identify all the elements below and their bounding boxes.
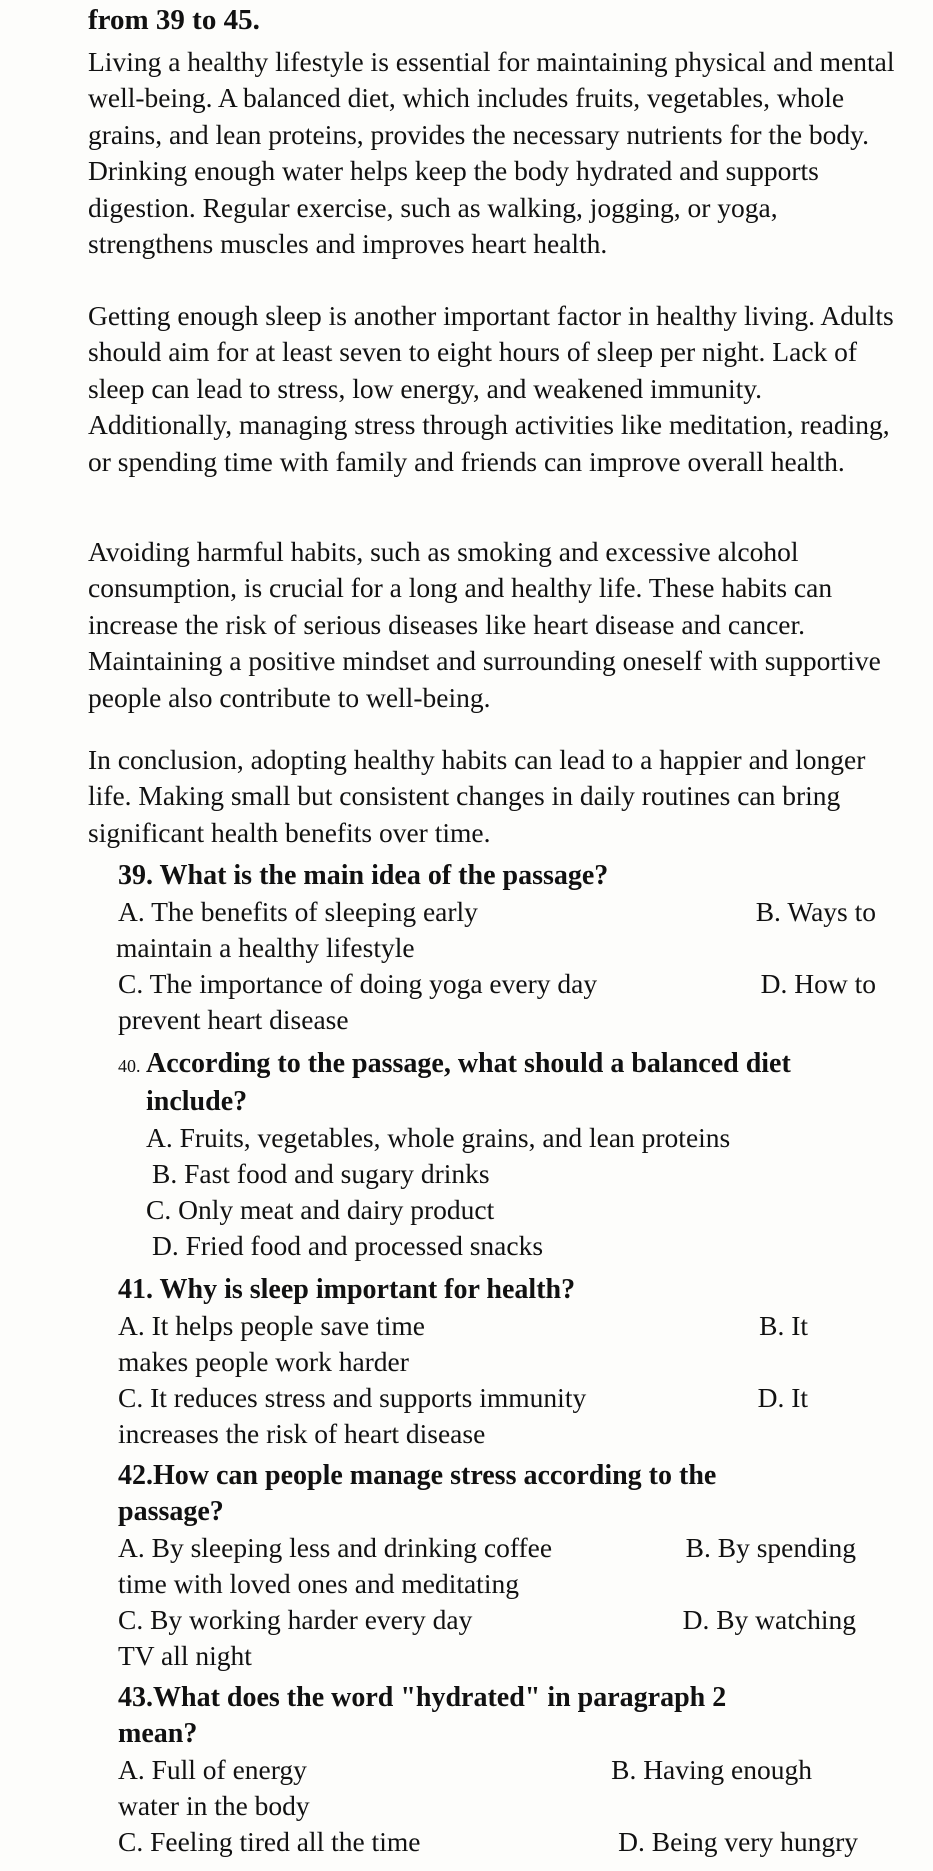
question-40-option-d[interactable]: D. Fried food and processed snacks xyxy=(152,1230,544,1261)
question-43-row-2 xyxy=(118,1824,858,1860)
question-42-row-2 xyxy=(118,1602,856,1638)
question-39-option-a[interactable]: A. The benefits of sleeping early xyxy=(118,896,478,927)
question-42-option-b-cont[interactable]: time with loved ones and meditating xyxy=(118,1568,519,1599)
section-intro: from 39 to 45. xyxy=(88,4,260,36)
question-42-option-a[interactable]: A. By sleeping less and drinking coffee xyxy=(118,1532,553,1563)
paragraph-1: Living a healthy lifestyle is essential for maintaining physical and mental well-being. A balanced diet, which includes fruits, vegetables, whole grains, and lean proteins, provides the necessary nutrients for the body. Drinking enough water helps keep the body hydrated and supports digestion. Regular exercise, such as walking, jogging, or yoga, strengthens muscles and improves heart health. xyxy=(88,46,895,260)
question-41-option-d-cont[interactable]: increases the risk of heart disease xyxy=(118,1418,486,1449)
question-43-stem-cont: mean? xyxy=(118,1718,198,1749)
question-42-stem-cont: passage? xyxy=(118,1496,224,1527)
question-43-option-c[interactable]: C. Feeling tired all the time xyxy=(118,1826,421,1857)
question-41-option-d-start[interactable]: D. It xyxy=(757,1382,808,1413)
question-43-row-1 xyxy=(118,1752,858,1788)
question-40-stem-cont: include? xyxy=(146,1086,248,1117)
question-40-option-c[interactable]: C. Only meat and dairy product xyxy=(146,1194,495,1225)
question-41-row-1 xyxy=(118,1308,808,1344)
question-41-option-a[interactable]: A. It helps people save time xyxy=(118,1310,425,1341)
question-43 xyxy=(118,1680,858,1860)
question-39-stem: 39. What is the main idea of the passage? xyxy=(118,860,609,891)
question-41-option-b-cont[interactable]: makes people work harder xyxy=(118,1346,409,1377)
question-40 xyxy=(118,1046,878,1264)
question-39-option-b-cont[interactable]: maintain a healthy lifestyle xyxy=(116,932,415,963)
question-39-row-2 xyxy=(118,966,876,1002)
question-39 xyxy=(118,858,876,1038)
question-42-row-1 xyxy=(118,1530,856,1566)
question-41-option-b-start[interactable]: B. It xyxy=(759,1310,808,1341)
question-41-stem: 41. Why is sleep important for health? xyxy=(118,1274,576,1305)
question-43-option-d[interactable]: D. Being very hungry xyxy=(618,1826,858,1857)
question-39-option-d-start[interactable]: D. How to xyxy=(760,968,876,999)
question-40-option-a[interactable]: A. Fruits, vegetables, whole grains, and lean proteins xyxy=(146,1122,731,1153)
paragraph-2: Getting enough sleep is another important factor in healthy living. Adults should aim for at least seven to eight hours of sleep per night. Lack of sleep can lead to stress, low energy, and weakened immunity. Additionally, managing stress through activities like meditation, reading, or spending time with family and friends can improve overall health. xyxy=(88,300,894,477)
question-40-option-b[interactable]: B. Fast food and sugary drinks xyxy=(152,1158,490,1189)
question-42-option-c[interactable]: C. By working harder every day xyxy=(118,1604,473,1635)
question-42-option-d-start[interactable]: D. By watching xyxy=(682,1604,856,1635)
question-43-option-b-start[interactable]: B. Having enough xyxy=(611,1754,812,1785)
question-39-option-c[interactable]: C. The importance of doing yoga every day xyxy=(118,968,598,999)
question-40-stem: 40. According to the passage, what should a balanced diet xyxy=(118,1048,791,1079)
question-41 xyxy=(118,1272,808,1452)
question-43-option-a[interactable]: A. Full of energy xyxy=(118,1754,307,1785)
question-39-option-b-start[interactable]: B. Ways to xyxy=(755,896,876,927)
question-42-option-b-start[interactable]: B. By spending xyxy=(685,1532,856,1563)
question-43-option-b-cont[interactable]: water in the body xyxy=(118,1790,310,1821)
question-43-stem: 43.What does the word "hydrated" in paragraph 2 xyxy=(118,1682,727,1713)
question-39-row-1 xyxy=(118,894,876,930)
paragraph-3: Avoiding harmful habits, such as smoking and excessive alcohol consumption, is crucial for a long and healthy life. These habits can increase the risk of serious diseases like heart disease and cancer. Maintaining a positive mindset and surrounding oneself with supportive people also contribute to well-being. xyxy=(88,536,881,713)
question-41-row-2 xyxy=(118,1380,808,1416)
question-41-option-c[interactable]: C. It reduces stress and supports immunity xyxy=(118,1382,587,1413)
question-42-stem: 42.How can people manage stress according to the xyxy=(118,1460,717,1491)
question-39-option-d-cont[interactable]: prevent heart disease xyxy=(118,1004,349,1035)
question-42 xyxy=(118,1458,856,1674)
paragraph-4: In conclusion, adopting healthy habits can lead to a happier and longer life. Making small but consistent changes in daily routines can bring significant health benefits over time. xyxy=(88,744,866,848)
question-40-number: 40. xyxy=(118,1056,141,1076)
question-42-option-d-cont[interactable]: TV all night xyxy=(118,1640,252,1671)
